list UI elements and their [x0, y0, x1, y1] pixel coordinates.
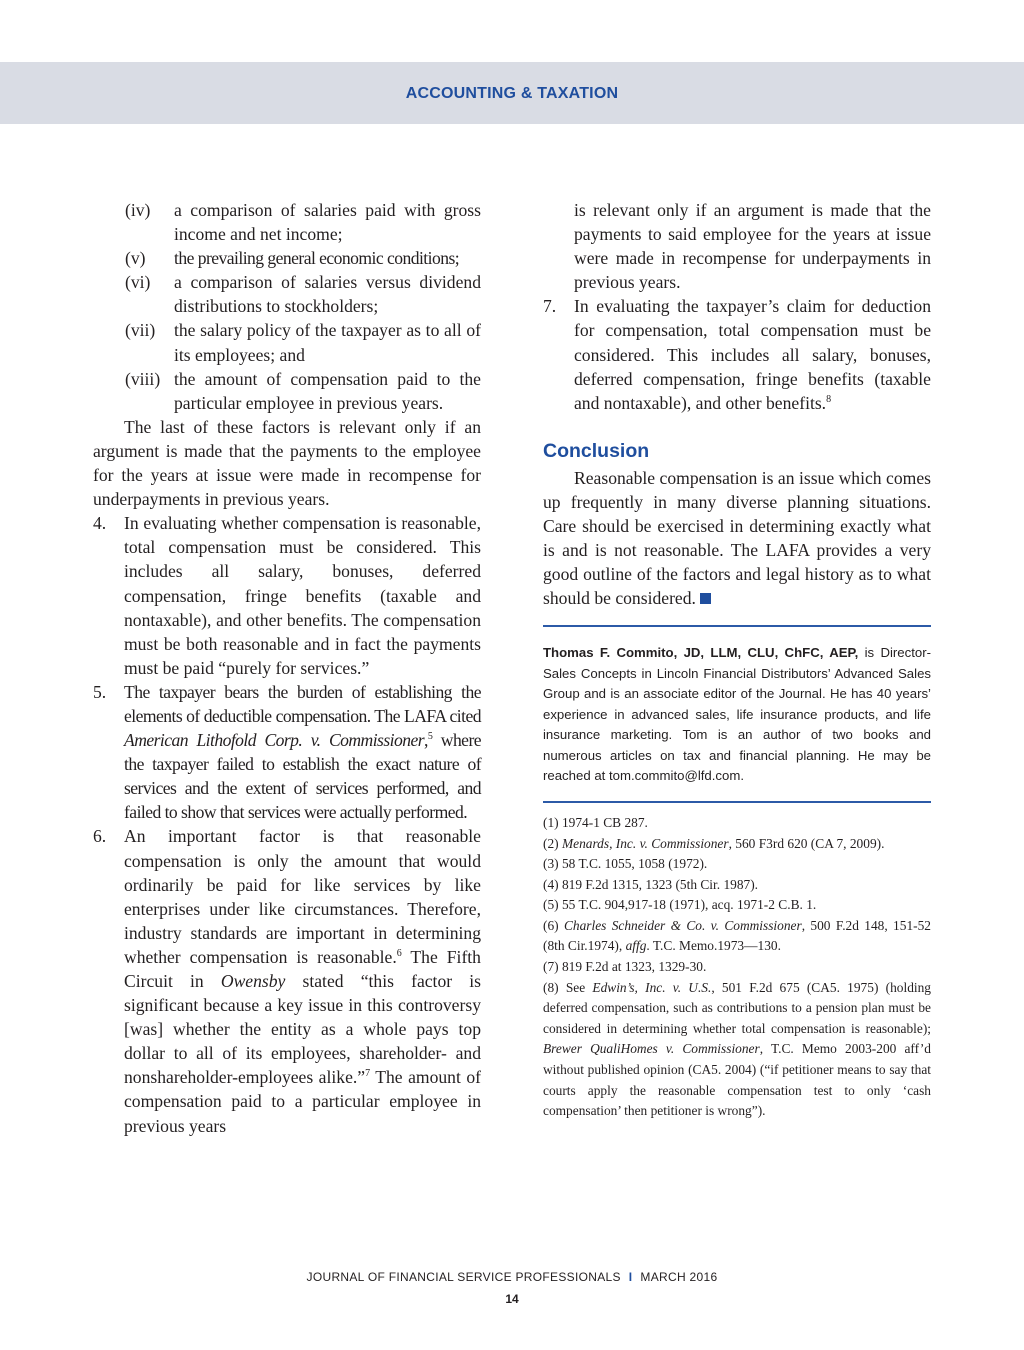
end-mark-icon — [700, 593, 711, 604]
item-text: In evaluating whether compensation is reasonable, total compensation must be considered. This includes all salary, bonuses, deferred compensation, fringe benefits (taxable and nontaxable), and other benefits. The compensation must be both reasonable and in fact the payments must be paid “purely for services.” — [124, 513, 481, 678]
list-text: the salary policy of the taxpayer as to all of its employees; and — [174, 320, 481, 365]
item-text: The taxpayer bears the burden of establishing the elements of deductible compensation. The LAFA cited American Lithofold Corp. v. Commissioner,$^5$ where the taxpayer failed to establish the exact nature of services and the extent of services performed, and failed to show that services were actually performed. — [124, 681, 482, 823]
text-run: Reasonable compensation is an issue which comes up frequently in many diverse planning situations. Care should be exercised in determining exactly what is and is not reasonable. The LAFA provides a very good outline of the factors and legal history as to what should be considered. — [543, 467, 931, 609]
text-run: . T.C. Memo.1973—130. — [646, 938, 781, 954]
body-paragraph: The last of these factors is relevant only if an argument is made that the payments to the employee for the years at issue were made in recompense for underpayments in previous years. — [93, 416, 481, 510]
item-number-spacer — [543, 198, 574, 294]
author-bio — [543, 643, 931, 787]
numbered-item — [93, 824, 481, 1137]
case-citation: Edwin’s, Inc. v. U.S. — [592, 979, 712, 995]
section-title: ACCOUNTING & TAXATION — [405, 85, 619, 102]
text-run: (8) See — [543, 979, 593, 995]
list-item — [93, 246, 481, 270]
text-run: stated “this factor is significant because a key issue in this controversy [was] whether the entity as a whole pays top dollar to all of its employees, shareholder- and nonshareholder-employees alike.” — [124, 971, 481, 1088]
footnote: (1) 1974-1 CB 287. — [543, 814, 648, 830]
item-text — [574, 294, 931, 414]
text-run: The amount of compensation paid to a particular employee in previous years — [124, 1067, 481, 1136]
journal-name: JOURNAL OF FINANCIAL SERVICE PROFESSIONALS — [306, 1270, 621, 1284]
numbered-item — [543, 294, 931, 414]
affirmed-abbrev: affg — [625, 938, 647, 954]
list-text: the amount of compensation paid to the particular employee in previous years. — [174, 368, 481, 413]
footnote-ref: 8 — [826, 393, 832, 405]
text-run: In evaluating the taxpayer’s claim for deduction for compensation, total compensation must be considered. This includes all salary, bonuses, deferred compensation, fringe benefits (taxable and nontaxable), and other benefits. — [574, 296, 931, 413]
footnote: (3) 58 T.C. 1055, 1058 (1972). — [543, 856, 708, 872]
text-run: The taxpayer bears the burden of establishing the elements of deductible compensation. The LAFA cited — [124, 681, 481, 726]
numbered-item-continued — [543, 198, 931, 294]
text-run: , 500 F.2d 148, 151-52 (8th Cir.1974), — [543, 917, 931, 954]
text-run: , T.C. Memo 2003-200 aff’d without published opinion (CA5. 2004) (“if petitioner means to say that courts apply the reasonable compensation test to only ‘cash compensation’ then petitioner is wrong”). — [543, 1041, 931, 1119]
footnote: (4) 819 F.2d 1315, 1323 (5th Cir. 1987). — [543, 876, 759, 892]
footer-separator: I — [628, 1270, 633, 1284]
text-run: (2) — [543, 835, 562, 851]
item-number: 6. — [93, 826, 107, 847]
text-run: , 560 F3rd 620 (CA 7, 2009). — [728, 835, 885, 851]
item-number: 7. — [543, 296, 557, 317]
footnote — [543, 916, 931, 957]
conclusion-paragraph — [543, 466, 931, 611]
numbered-item — [93, 680, 481, 825]
list-text: a comparison of salaries paid with gross income and net income; — [174, 200, 481, 245]
footnotes — [543, 813, 931, 1122]
footnote: (7) 819 F.2d at 1323, 1329-30. — [543, 959, 707, 975]
right-column — [543, 198, 931, 1122]
list-label: (iv) — [125, 200, 151, 220]
footnote — [543, 834, 931, 855]
item-number: 4. — [93, 513, 107, 534]
text-run: (6) — [543, 917, 564, 933]
list-item — [93, 318, 481, 366]
text-run: where the taxpayer failed to establish the exact nature of services and the extent of services performed, and failed to show that services were actually performed. — [124, 730, 482, 823]
case-citation: Brewer QualiHomes v. Commissioner — [543, 1041, 760, 1057]
section-banner — [0, 62, 1024, 124]
list-label: (v) — [125, 248, 146, 269]
case-citation: American Lithofold Corp. v. Commissioner — [124, 730, 425, 751]
numbered-item — [93, 511, 481, 680]
divider — [543, 625, 931, 627]
left-column — [93, 198, 481, 1138]
footnote-ref: 7 — [365, 1068, 371, 1080]
bio-text: is Director-Sales Concepts in Lincoln Financial Distributors’ Advanced Sales Group and is an associate editor of the Journal. He has 40 years’ experience in advanced sales, life insurance products, and life insurance marketing. Tom is an author of two books and numerous articles on tax and financial planning. He may be reached at tom.commito@lfd.com. — [543, 645, 932, 784]
footnote — [543, 978, 931, 1122]
section-heading: Conclusion — [543, 439, 650, 462]
list-label: (viii) — [125, 368, 161, 389]
list-text: a comparison of salaries versus dividend distributions to stockholders; — [174, 272, 481, 317]
text-run: , 501 F.2d 675 (CA5. 1975) (holding deferred compensation, such as contributions to a pension plan must be considered in determining whether total compensation is reasonable); — [543, 979, 931, 1036]
list-item — [93, 198, 481, 246]
list-item — [93, 367, 481, 415]
list-label: (vi) — [125, 272, 151, 293]
text-run: An important factor is that reasonable compensation is only the amount that would ordinarily be paid for like services by like enterprises under like circumstances. Therefore, industry standards are important in determining whether compensation is reasonable. — [124, 826, 481, 967]
page-number: 14 — [505, 1292, 519, 1306]
item-text: is relevant only if an argument is made that the payments to said employee for the years at issue were made in recompense for underpayments in previous years. — [574, 200, 931, 293]
list-label: (vii) — [125, 320, 156, 341]
item-number: 5. — [93, 681, 107, 702]
issue-date: MARCH 2016 — [640, 1270, 718, 1284]
list-item — [93, 270, 481, 318]
case-citation: Owensby — [220, 971, 286, 991]
footnote-ref: 5 — [427, 731, 433, 743]
case-citation: Menards, Inc. v. Commissioner — [561, 835, 729, 851]
footnote: (5) 55 T.C. 904,917-18 (1971), acq. 1971-2 C.B. 1. — [543, 897, 817, 913]
divider — [543, 801, 931, 803]
page-footer — [0, 1270, 1024, 1284]
author-name: Thomas F. Commito, JD, LLM, CLU, ChFC, AEP, — [543, 645, 859, 661]
text-run: The Fifth Circuit in — [124, 946, 481, 991]
case-citation: Charles Schneider & Co. v. Commissioner — [563, 917, 802, 933]
list-text: the prevailing general economic conditions; — [174, 248, 460, 269]
item-text — [124, 824, 481, 1137]
footnote-ref: 6 — [396, 948, 402, 960]
